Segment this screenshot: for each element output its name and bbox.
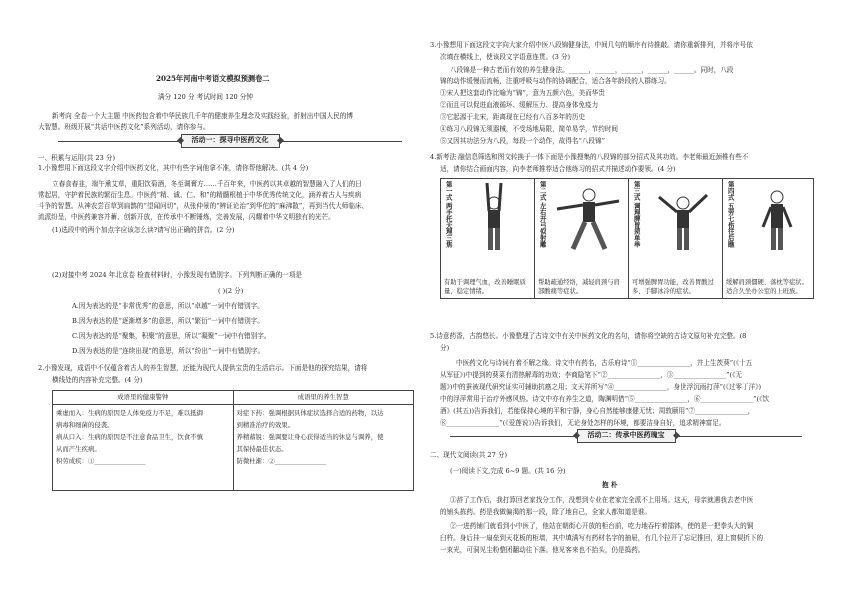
table-line: 到精准治疗的效果。 — [236, 420, 295, 429]
table-line: 乘虚而入：生病的原因是人体免疫力不足，难以抵御 — [56, 408, 203, 417]
figure-label: 第一式 两手托天理三焦 — [444, 181, 453, 248]
table-line: 病毒和细菌的侵袭。 — [56, 420, 114, 429]
story-line: 的铺头拣药。药是我做偏渴的那一段，除了地自己，全家人都知道是谁。 — [440, 508, 651, 516]
question-5-line: 分) — [440, 344, 450, 352]
table-line: 其保持最佳状态。 — [236, 445, 288, 454]
figure-single-arm-raise-icon — [651, 183, 715, 251]
question-4-line: 适，请你结合画面内容，向李老师推荐适合他练习的招式并描述动作要领。(4 分) — [440, 165, 676, 173]
figure-cell-4 — [723, 179, 815, 298]
passage-line: 锦的动作缓慢而流畅，注重呼吸与动作的协调配合，适合各年龄段的人群练习。 — [440, 77, 671, 85]
passage-line: ⑧________________”(《爱莲说》)告诉我们，无论身处怎样的环境，都要洁身自好，追求精神富足。 — [440, 419, 726, 427]
intro-line: 大智慧。班级开展“共话中医药文化”系列活动，请你参与。 — [38, 123, 210, 131]
story-line: 一束光，可洞见尘粉整团翻动往下落。他见客来也不抬头，仍是捣药。 — [440, 546, 645, 554]
idiom-table — [52, 390, 414, 491]
story-line: ②一进药铺门就看到小中医了，他站在朝街心开放的柜台前，吃力地吞柠着擂钵，使的是一把拳头大的铜 — [450, 522, 754, 530]
passage-line: 题》)中的蚕被现代研究证实可辅助抗癌之用；文天祥所写“④________________，身世浮沉雨打萍”(《过零丁洋》) — [440, 383, 762, 391]
right-column — [430, 0, 822, 608]
passage-line: 中医药文化与诗词有着不解之缘。诗文中有药名，古乐府诗“①________________，井上生茨葵”(《十五 — [456, 359, 753, 367]
order-option: ③它起源于北宋，距离现在已经有八百多年的历史 — [440, 113, 586, 121]
exam-meta: 满分 120 分 考试时间 120 分钟 — [158, 93, 253, 101]
reading-heading: (一)阅读下文,完成 6~9 题。(共 16 分) — [450, 467, 566, 475]
question-2: 2.小豫发现，成语中不仅蕴含着古人的养生智慧，还能为现代人提供宝贵的生活启示。下面是他的探究结果，请将 — [38, 364, 368, 372]
option-d: D.因为表达的是“连续出现”的意思，所以“纷出”一词中有错别字。 — [72, 347, 265, 355]
table-header: 成语里的健康警钟 — [53, 391, 234, 405]
table-cell — [53, 404, 234, 490]
blank-field-1[interactable]: 积劳成疾：①________________ — [56, 457, 146, 466]
passage-line: 立春食春韭，端午熏艾草，重阳饮菊酒，冬至调膏方……千百年来，中医药以其卓越的智慧融入了人们的日 — [52, 180, 362, 188]
table-line: 养精蓄锐：强调要让身心获得适当的休息与调养，使 — [236, 432, 384, 441]
answer-bracket: ( )(2 分) — [218, 287, 244, 295]
passage-line: 流派纷呈，中医药兼容并蓄、创新开放，在传承中不断锤炼，完善发展，闪耀着中华文明独有的光芒。 — [38, 213, 335, 221]
figure-label: 第三式 调理脾胃须单举 — [632, 181, 641, 248]
table-line: 从而产生疾病。 — [56, 445, 101, 454]
question-3-line: 次填在横线上，使该段文字语意连贯。(3 分) — [440, 53, 571, 61]
figure-cell-2 — [535, 179, 629, 298]
figure-caption: 可增强脾胃功能，改善胃酸过多、手脚冰冷的症状。 — [632, 278, 714, 295]
figure-look-back-icon — [749, 183, 805, 251]
order-option: ⑤又因其功法分为八段，每段一个动作，故得名“八段锦” — [440, 137, 605, 145]
option-c: C.因为表达的是“聚集，积聚”的意思，所以“凝聚”一词中有错别字。 — [72, 332, 271, 340]
question-3: 3.小豫想用下面这段文字向大家介绍中医八段锦健身法，中间几句的顺序有待推敲。请你重新排列，并将序号依 — [430, 41, 753, 49]
question-2-line: 横线处的内容补充完整。(4 分) — [52, 376, 143, 384]
order-option: ④练习八段锦无须器械，不受场地局限，简单易学，节约时间 — [440, 125, 619, 133]
passage-line: 八段锦是一种古老而有效的养生健身法。______，______，______，______，______。同时，八段 — [450, 66, 734, 74]
exam-title: 2025年河南中考语文模拟预测卷二 — [156, 74, 270, 83]
baduanjin-figure — [440, 178, 814, 299]
figure-raise-hands-icon — [471, 181, 517, 251]
question-1-2: (2)对接中考 2024 年北京卷 检查材料时，小豫发现有错别字。下列判断正确的一项是 — [52, 271, 303, 279]
figure-caption: 缓解肩颈僵硬、落枕等症状。适合久坐办公室的上班族。 — [726, 278, 808, 295]
option-a: A.因为表达的是“非常优秀”的意思，所以“卓越”一词中有错别字。 — [72, 302, 264, 310]
question-4: 4.新考法 融信息筛选和图文转换于一体下面是小豫搜集的八段锦的部分招式及其功效。李老师最近颈椎有些不 — [430, 153, 749, 161]
option-b: B.因为表达的是“逐渐增多”的意思，所以“繁衍”一词中有错别字。 — [72, 317, 264, 325]
activity-banner-2: 活动二：传承中医药瑰宝 — [430, 429, 822, 443]
figure-cell-3 — [629, 179, 723, 298]
story-line: ①辞了工作后，我打算回老家找分工作，没想到专业在老家完全派不上用场。这天，母亲就遇我去老中医 — [450, 496, 754, 504]
passage-line: 从军征》)中提到的葵菜有清热解毒的功效；李商隐笔下“②________________，③________________”(《无 — [440, 371, 743, 379]
blank-field-2[interactable]: 防微杜渐：②________________ — [236, 457, 326, 466]
figure-bow-pose-icon — [553, 187, 623, 251]
question-1: 1.小豫想用下面这段文字介绍中医药文化，其中有些字词他拿不准，请你帮他解决。(共 4 分) — [38, 164, 309, 172]
order-option: ①宋人把这套动作比喻为“锦”，意为五颜六色，美而华贵 — [440, 89, 605, 97]
question-5: 5.诗意药香，古韵悠长。小豫整理了古诗文中有关中医药文化的名句，请你将空缺的古诗文原句补充完整。(8 — [430, 332, 747, 340]
question-1-1: (1)选段中的两个加点字应该怎么读?请写出正确的拼音。(2 分) — [52, 226, 235, 234]
table-header: 成语里的养生智慧 — [233, 391, 414, 405]
figure-cell-1 — [441, 179, 535, 298]
figure-label: 第四式 五劳七伤往后瞧 — [726, 181, 735, 248]
figure-caption: 有助于调理气血，改善睡眠质量，稳定情绪。 — [444, 278, 526, 295]
passage-line: 斗争的智慧。从神农尝百草到扁鹊的“望闻问切”，从张仲景的“辨证论治”到华佗的“麻沸散”，再到当代大师临床、 — [38, 202, 369, 210]
story-line: 臼杵。身后挂一扇垒到天花板的柜墙，其中填满写有药材名字的抽屉，有几个拉开了忘记推回，迎上窗棂折下的 — [440, 534, 764, 542]
figure-label: 第二式 左右开弓似射雕 — [538, 181, 547, 248]
table-line: 病从口入：生病的原因是不注意食品卫生，饮食不慎 — [56, 432, 203, 441]
table-cell — [233, 404, 414, 490]
passage-line: 常起居，守护着民族的繁衍生息。中医药“精、诚、仁、和”的精髓根植于中华优秀传统文化，涵养着古人与疾病 — [38, 191, 362, 199]
figure-caption: 帮助疏通经络，减轻肩颈与肩部酸痛等症状。 — [538, 278, 620, 295]
section-heading: 二、现代文阅读(共 27 分) — [430, 451, 508, 459]
table-line: 对症下药：强调根据具体症状选择合适的药物，以达 — [236, 408, 384, 417]
intro-line: 新考向 全卷一个大主题 中医药包含着中华民族几千年的健康养生理念及实践经验，折射出中国人民的博 — [52, 112, 353, 120]
section-heading: 一、积累与运用(共 23 分) — [38, 154, 116, 162]
story-title: 抱 朴 — [602, 481, 618, 489]
activity-banner-1: 活动一：探寻中医药文化 — [38, 134, 422, 148]
left-column — [38, 0, 422, 608]
passage-line: 中的浮萍常用于治疗外感风热。诗文中亦有养生之道，陶渊明借“⑤________________，⑥________________”(《饮 — [440, 395, 770, 403]
passage-line: 酒》(其五))告诉我们，若能保持心境的平和宁静，身心自然能够康健无忧；周敦颐用“⑦________________， — [440, 407, 755, 415]
order-option: ②而且可以促进血液循环、缓解压力、提高身体免疫力 — [440, 101, 599, 109]
